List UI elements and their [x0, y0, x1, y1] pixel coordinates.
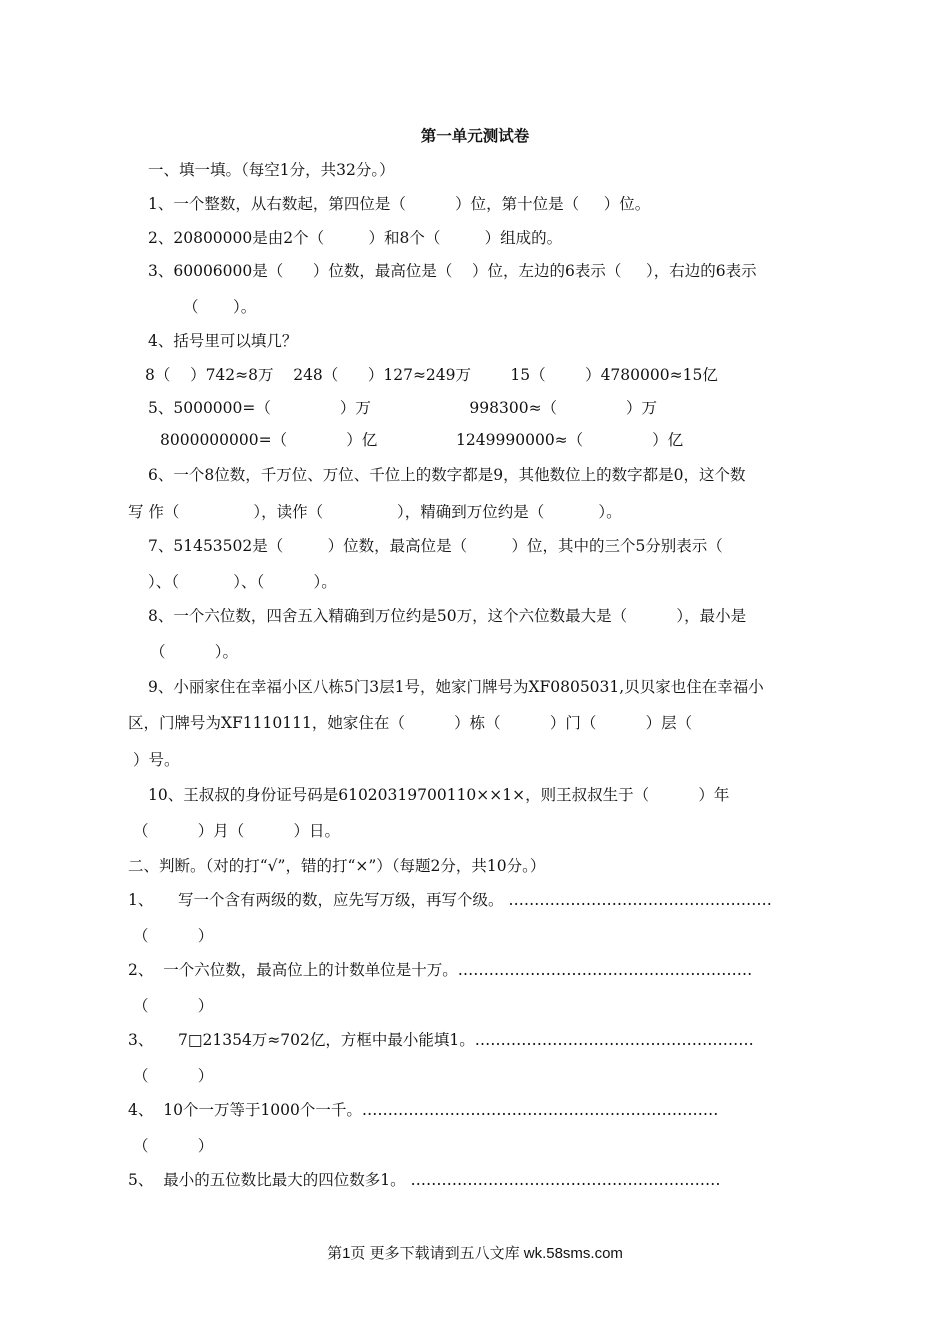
question-1: 1、一个整数，从右数起，第四位是（ ）位，第十位是（ ）位。 — [148, 195, 651, 213]
question-10-line2: （ ）月（ ）日。 — [133, 822, 341, 840]
section1-heading: 一、填一填。（每空1分，共32分。） — [148, 161, 395, 179]
question-5-line2: 8000000000=（ ）亿 1249990000≈（ ）亿 — [160, 431, 684, 449]
question-7-line2: ）、（ ）、（ ）。 — [148, 573, 337, 591]
judge-item-5: 5、 最小的五位数比最大的四位数多1。 …………………………………………………… — [128, 1171, 721, 1189]
section2-heading: 二、判断。（对的打“√”，错的打“×”）（每题2分，共10分。） — [128, 857, 546, 875]
question-4-items: 8（ ）742≈8万 248（ ）127≈249万 15（ ）4780000≈15亿 — [145, 366, 718, 384]
question-3-line2: （ ）。 — [183, 298, 257, 316]
judge-item-2: 2、 一个六位数，最高位上的计数单位是十万。………………………………………………… — [128, 961, 753, 979]
judge-item-4: 4、 10个一万等于1000个一千。…………………………………………………………… — [128, 1101, 719, 1119]
question-8-line1: 8、一个六位数，四舍五入精确到万位约是50万，这个六位数最大是（ ），最小是 — [148, 607, 747, 625]
question-4-heading: 4、括号里可以填几？ — [148, 332, 298, 350]
question-6-line1: 6、一个8位数，千万位、万位、千位上的数字都是9，其他数位上的数字都是0，这个数 — [148, 466, 746, 484]
judge-answer-1: （ ） — [133, 927, 214, 945]
question-3-line1: 3、60006000是（ ）位数，最高位是（ ）位，左边的6表示（ ），右边的6表示 — [148, 262, 757, 280]
page-footer: 第1页 更多下载请到五八文库 wk.58sms.com — [327, 1245, 623, 1262]
question-2: 2、20800000是由2个（ ）和8个（ ）组成的。 — [148, 229, 563, 247]
question-6-line2: 写 作（ ），读作（ ），精确到万位约是（ ）。 — [128, 503, 622, 521]
question-5-line1: 5、5000000=（ ）万 998300≈（ ）万 — [148, 399, 658, 417]
question-9-line2: 区，门牌号为XF1110111，她家住在（ ）栋（ ）门（ ）层（ — [128, 714, 693, 732]
question-10-line1: 10、王叔叔的身份证号码是61020319700110××1×，则王叔叔生于（ ）年 — [148, 786, 730, 804]
question-9-line1: 9、小丽家住在幸福小区八栋5门3层1号，她家门牌号为XF0805031,贝贝家也住在幸福小 — [148, 678, 764, 696]
judge-item-1: 1、 写一个含有两级的数，应先写万级，再写个级。 …………………………………………… — [128, 891, 772, 909]
question-7-line1: 7、51453502是（ ）位数，最高位是（ ）位，其中的三个5分别表示（ — [148, 537, 723, 555]
judge-answer-2: （ ） — [133, 997, 214, 1015]
question-8-line2: （ ）。 — [150, 643, 239, 661]
question-9-line3: ）号。 — [133, 751, 180, 769]
judge-answer-4: （ ） — [133, 1137, 214, 1155]
page-title: 第一单元测试卷 — [420, 126, 530, 145]
judge-answer-3: （ ） — [133, 1067, 214, 1085]
judge-item-3: 3、 7□21354万≈702亿，方框中最小能填1。……………………………………………… — [128, 1031, 754, 1049]
